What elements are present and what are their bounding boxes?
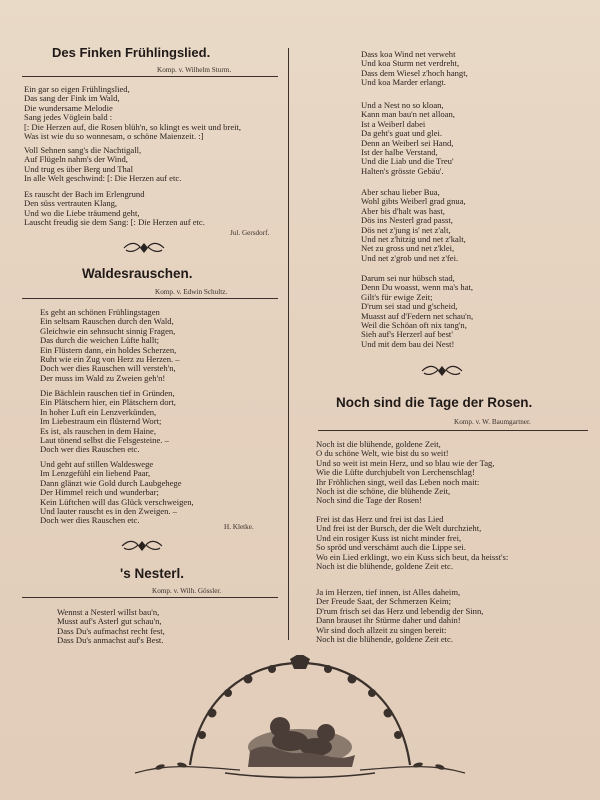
verse-line: Dann glänzt wie Gold durch Laubgehege: [40, 477, 182, 488]
verse-line: Doch wer dies Rauschen etc.: [40, 444, 140, 455]
title-rule: [22, 76, 278, 77]
verse-line: Dass dem Wiesel z'hoch hangt,: [361, 67, 468, 78]
verse-line: Kein Lüftchen will das Glück verschweigen,: [40, 496, 194, 507]
verse-line: Sang jedes Vöglein bald :: [24, 112, 113, 123]
verse-line: Und frei ist der Bursch, der die Welt durchzieht,: [316, 523, 482, 534]
verse-line: In hoher Luft ein Lenzverkünden,: [40, 406, 157, 417]
stanza: [361, 188, 466, 263]
title-rule: [22, 298, 278, 299]
stanza: [24, 146, 181, 184]
song-title-nesterl: 's Nesterl.: [120, 566, 184, 581]
verse-line: Ist a Weiberl dabei: [361, 118, 426, 129]
stanza: [40, 308, 180, 383]
verse-line: Ist der halbe Verstand,: [361, 147, 438, 158]
verse-line: Ein Plätschern hier, ein Plätschern dort,: [40, 397, 176, 408]
stanza: [24, 85, 241, 141]
verse-line: Kann man bau'n net alloan,: [361, 109, 455, 120]
verse-line: Dass Du's aufmachst recht fest,: [57, 625, 165, 636]
verse-line: Das durch die weichen Lüfte hallt;: [40, 335, 160, 346]
verse-line: So spröd und verschämt auch die Lippe sei.: [316, 542, 466, 553]
ornament-flourish-icon: [420, 363, 464, 379]
verse-line: In alle Welt geschwind: [: Die Herzen auf etc.: [24, 173, 182, 184]
verse-line: D'rum frisch sei das Herz und lebendig der Sinn,: [316, 605, 484, 616]
verse-line: Ruht wie ein Zug von Herz zu Herzen. –: [40, 354, 180, 365]
verse-line: Und die Liab und die Treu': [361, 156, 454, 167]
verse-line: Lauscht freudig sie dem Sang: [: Die Herzen auf etc.: [24, 217, 205, 228]
verse-line: Musst auf's Asterl gut schau'n,: [57, 616, 162, 627]
verse-line: Aber schau lieber Bua,: [361, 187, 440, 197]
verse-line: Voll Sehnen sang's die Nachtigall,: [24, 145, 142, 155]
verse-line: Und lauter rauscht es in den Zweigen. –: [40, 506, 177, 517]
song-title-rosen: Noch sind die Tage der Rosen.: [336, 395, 533, 410]
verse-line: Und wo die Liebe träumend geht,: [24, 207, 140, 218]
verse-line: Und net z'hitzig und net z'kalt,: [361, 234, 466, 245]
verse-line: Da geht's guat und glei.: [361, 128, 443, 139]
verse-line: Ein seltsam Rauschen durch den Wald,: [40, 316, 174, 327]
verse-line: Und geht auf stillen Waldeswege: [40, 459, 154, 469]
verse-line: D'rum sei stad und g'scheid,: [361, 301, 458, 312]
verse-line: Ein Flüstern dann, ein holdes Scherzen,: [40, 344, 177, 355]
verse-line: Und ein rosiger Kuss ist nicht minder frei,: [316, 532, 462, 543]
stanza: [40, 389, 176, 455]
verse-line: Der Freude Saat, der Schmerzen Keim;: [316, 596, 452, 607]
verse-line: Weil die Schöan oft nix tang'n,: [361, 320, 467, 331]
verse-line: Wie die Lüfte durchjubelt von Lerchenschlag!: [316, 467, 475, 478]
verse-line: Noch ist die blühende, goldene Zeit,: [316, 439, 441, 449]
verse-line: Und so weit ist mein Herz, und so blau wie der Tag,: [316, 457, 495, 468]
verse-line: Denn an Weiberl sei Hand,: [361, 137, 454, 148]
verse-line: O du schöne Welt, wie bist du so weit!: [316, 448, 449, 459]
stanza: [316, 440, 494, 506]
verse-line: Auf Flügeln nahm's der Wind,: [24, 154, 128, 165]
verse-line: Wohl gibts Weiberl grad gnua,: [361, 196, 466, 207]
verse-line: [: Die Herzen auf, die Rosen blüh'n, so klingt es weit und breit,: [24, 121, 242, 132]
composer-nesterl: Komp. v. Wilh. Gössler.: [152, 587, 222, 595]
verse-line: Dann brauset ihr Stürme daher und dahin!: [316, 615, 461, 626]
ornament-flourish-icon: [120, 538, 164, 554]
stanza: [361, 101, 455, 176]
verse-line: Dös net z'jung is' net z'alt,: [361, 224, 451, 235]
verse-line: Noch ist die blühende, goldene Zeit etc.: [316, 634, 453, 645]
verse-line: Aber bis d'halt was hast,: [361, 205, 445, 216]
verse-line: Und koa Sturm net verdreht,: [361, 58, 460, 69]
title-rule: [22, 597, 278, 598]
verse-line: Frei ist das Herz und frei ist das Lied: [316, 514, 444, 524]
composer-finken: Komp. v. Wilhelm Sturm.: [157, 66, 232, 74]
verse-line: Sieh auf's Herzerl auf best': [361, 329, 453, 340]
verse-line: Die Bächlein rauschen tief in Gründen,: [40, 388, 175, 398]
verse-line: Noch sind die Tage der Rosen!: [316, 495, 422, 506]
verse-line: Net zu gross und net z'klei,: [361, 243, 455, 254]
verse-line: Noch ist die blühende, goldene Zeit etc.: [316, 561, 453, 572]
verse-line: Noch ist die schöne, die blühende Zeit,: [316, 486, 451, 497]
verse-line: Ja im Herzen, tief innen, ist Alles daheim,: [316, 587, 461, 597]
verse-line: Die wundersame Melodie: [24, 102, 113, 113]
stanza: [361, 274, 473, 349]
verse-line: Und mit dem bau dei Nest!: [361, 338, 455, 349]
ornament-flourish-icon: [122, 240, 166, 256]
verse-line: Doch wer dies Rauschen etc.: [40, 515, 140, 526]
verse-line: Und koa Marder erlangt.: [361, 77, 446, 88]
verse-line: Und a Nest no so kloan,: [361, 100, 444, 110]
stanza: [24, 190, 205, 228]
stanza: [57, 608, 165, 646]
verse-line: Den süss vertrauten Klang,: [24, 198, 118, 209]
verse-line: Es rauscht der Bach im Erlengrund: [24, 189, 145, 199]
composer-rosen: Komp. v. W. Baumgartner.: [454, 418, 531, 426]
verse-line: Gleichwie ein sehnsucht sinnig Fragen,: [40, 325, 176, 336]
verse-line: Doch wer dies Rauschen will versteh'n,: [40, 363, 176, 374]
verse-line: Ein gar so eigen Frühlingslied,: [24, 84, 130, 94]
verse-line: Dös ins Nesterl grad passt,: [361, 215, 453, 226]
verse-line: Halten's grösste Gebäu'.: [361, 165, 444, 176]
verse-line: Darum sei nur hübsch stad,: [361, 273, 455, 283]
verse-line: Dass Du's anmachst auf's Best.: [57, 635, 164, 646]
verse-line: Und trug es über Berg und Thal: [24, 163, 133, 174]
verse-line: Was ist wie du so wonnesam, o schöne Maienzeit. :]: [24, 131, 204, 142]
author-finken: Jul. Gersdorf.: [230, 229, 270, 237]
verse-line: Wir sind doch allzeit zu singen bereit:: [316, 624, 447, 635]
song-title-waldes: Waldesrauschen.: [82, 266, 193, 281]
verse-line: Muasst auf d'Federn net schau'n,: [361, 310, 474, 321]
verse-line: Dass koa Wind net verweht: [361, 49, 456, 59]
verse-line: Im Liebestraum ein flüsternd Wort;: [40, 416, 162, 427]
stanza: [40, 460, 194, 526]
verse-line: Das sang der Fink im Wald,: [24, 93, 120, 104]
verse-line: Der Himmel reich und wunderbar;: [40, 487, 159, 498]
column-divider: [288, 48, 289, 640]
cherub-garland-vignette-icon: [130, 655, 470, 785]
verse-line: Es ist, als rauschen in dem Haine,: [40, 425, 156, 436]
verse-line: Der muss im Wald zu Zweien geh'n!: [40, 372, 166, 383]
stanza: [316, 515, 508, 571]
title-rule: [318, 430, 588, 431]
verse-line: Ihr Fröhlichen singt, weil das Leben noch mait:: [316, 476, 480, 487]
stanza: [316, 588, 483, 644]
verse-line: Und net z'grob und net z'fei.: [361, 252, 459, 263]
author-waldes: H. Kletke.: [224, 523, 254, 531]
verse-line: Gilt's für ewige Zeit;: [361, 291, 433, 302]
verse-line: Wo ein Lied erklingt, wo ein Kuss sich beut, da heisst's:: [316, 551, 509, 562]
verse-line: Denn Du woasst, wenn ma's hat,: [361, 282, 474, 293]
song-title-finken: Des Finken Frühlingslied.: [52, 45, 211, 60]
stanza: [361, 50, 468, 88]
verse-line: Im Lenzgefühl ein liebend Paar,: [40, 468, 151, 479]
verse-line: Laut tönend selbst die Felsgesteine. –: [40, 435, 169, 446]
composer-waldes: Komp. v. Edwin Schultz.: [155, 288, 228, 296]
verse-line: Wennst a Nesterl willst bau'n,: [57, 607, 160, 617]
verse-line: Es geht an schönen Frühlingstagen: [40, 307, 160, 317]
